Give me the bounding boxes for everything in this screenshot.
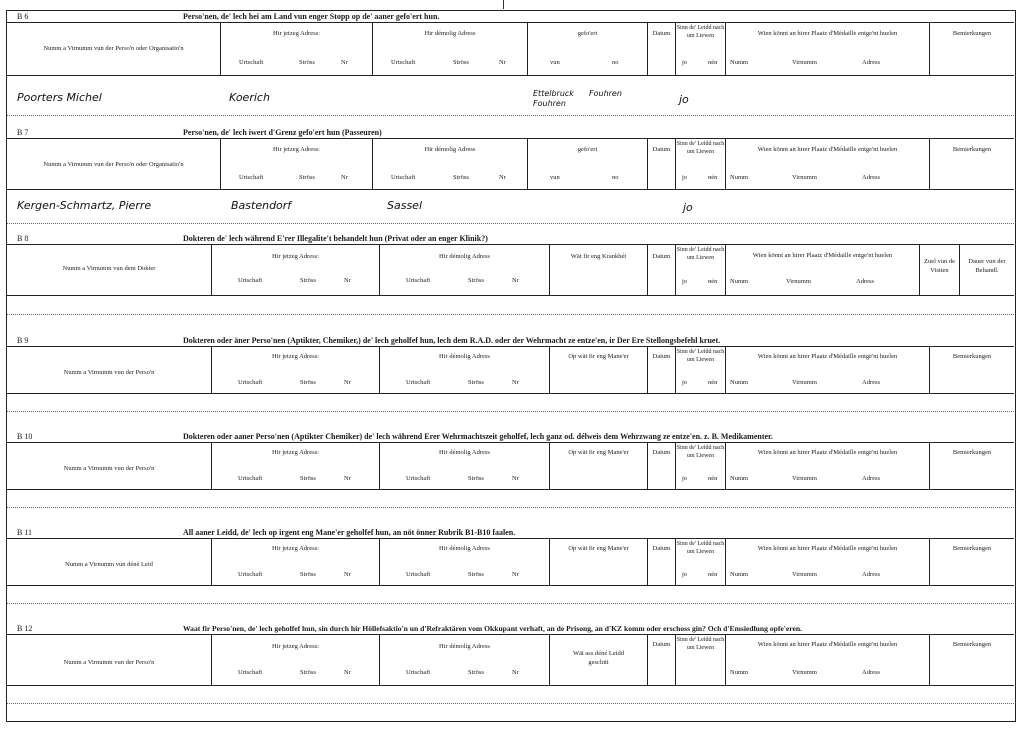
entry-line bbox=[7, 115, 1014, 116]
col-former-address: Hir démolig Adress Urtschaft Ströss Nr bbox=[373, 139, 528, 189]
section-b12 bbox=[7, 623, 1014, 721]
entry-danger-yes: jo bbox=[683, 201, 693, 214]
section-title: All aaner Leidd, de' lech op irgent eng Mane'er geholfef hun, an nöt önner Rubrik B1-B10 faalen. bbox=[183, 528, 516, 537]
header-row bbox=[7, 23, 1014, 76]
header-row bbox=[7, 443, 1014, 490]
section-code: B 6 bbox=[17, 12, 29, 21]
entry-to-town: Fouhren bbox=[533, 99, 566, 108]
section-code: B 7 bbox=[17, 128, 29, 137]
col-current-address: Hir jetzeg Adress: Urtschaft Ströss Nr bbox=[221, 139, 373, 189]
col-danger: Sinn de' Leidd nach um Liewen jo nén bbox=[676, 245, 726, 295]
col-current-address: Hir jetzeg Adress: Urtschaft Ströss Nr bbox=[212, 635, 380, 685]
section-code: B 11 bbox=[17, 528, 33, 537]
section-title-bar bbox=[7, 233, 1014, 245]
col-name: Numm a Virnumm vun der Perso'n bbox=[7, 347, 212, 393]
col-medal-recipient: Wien könnt an hirer Plaatz d'Médaille entge'nt huelen Numm Virnumm Adress bbox=[726, 23, 930, 75]
entry-line bbox=[7, 314, 1014, 315]
entry-name: Kergen-Schmartz, Pierre bbox=[17, 199, 152, 212]
col-former-address: Hir démolig Adress Urtschaft Ströss Nr bbox=[380, 635, 550, 685]
col-date: Datum bbox=[648, 443, 676, 489]
entry-from-town-2: Fouhren bbox=[589, 89, 622, 98]
col-danger: Sinn de' Leidd nach um Liewen jo nén bbox=[676, 539, 726, 585]
col-former-address: Hir démolig Adress Urtschaft Ströss Nr bbox=[373, 23, 528, 75]
col-remarks: Bemierkungen bbox=[952, 146, 992, 153]
col-former-address: Hir démolig Adress Urtschaft Ströss Nr bbox=[380, 347, 550, 393]
col-name: Numm a Virnumm vun déné Leid bbox=[7, 539, 212, 585]
col-remarks: Bemierkungen bbox=[952, 641, 992, 648]
col-name: Numm a Virnumm vun der Perso'n oder Organisatio'n bbox=[7, 139, 221, 189]
header-row bbox=[7, 635, 1014, 686]
col-current-address: Hir jetzeg Adress: Urtschaft Ströss Nr bbox=[212, 245, 380, 295]
section-b11 bbox=[7, 527, 1014, 623]
col-manner: Op wät fir eng Mane'er bbox=[550, 347, 648, 393]
col-medal-recipient: Wien könnt an hirer Plaatz d'Médaille entge'nt huelen Numm Virnumm Adress bbox=[726, 139, 930, 189]
entry-line bbox=[7, 411, 1014, 412]
entry-former-town: Sassel bbox=[387, 199, 423, 212]
col-medal-recipient: Wien könnt an hirer Plaatz d'Médaille entge'nt huelen Numm Virnumm Adress bbox=[726, 347, 930, 393]
section-title: Waat fir Perso'nen, de' lech geholfef hun, sin durch hir Höllefsaktio'n un d'Refraktären vom Okkupant verhaft, an de Prisong, an d'KZ komm oder erschoss gin? Och d'Emsiedlung opfe'eren. bbox=[183, 624, 802, 633]
section-code: B 10 bbox=[17, 432, 33, 441]
header-row bbox=[7, 139, 1014, 190]
section-b10 bbox=[7, 431, 1014, 527]
entry-danger-yes: jo bbox=[679, 93, 689, 106]
section-code: B 12 bbox=[17, 624, 33, 633]
col-danger: Sinn de' Leidd nach um Liewen jo nén bbox=[676, 443, 726, 489]
col-date: Datum bbox=[648, 635, 676, 685]
section-code: B 8 bbox=[17, 234, 29, 243]
col-former-address: Hir démolig Adress Urtschaft Ströss Nr bbox=[380, 245, 550, 295]
col-danger: Sinn de' Leidd nach um Liewen bbox=[676, 635, 726, 685]
entry-current-town: Bastendorf bbox=[231, 199, 292, 212]
section-title: Dokteren oder aaner Perso'nen (Aptikter Chemiker) de' lech während Erer Wehrmachtszeit geholfef, lech ganz od. délweis dem Wehrzwang ze entze'en. z. B. Medikamenter. bbox=[183, 432, 773, 441]
entry-line bbox=[7, 507, 1014, 508]
section-title-bar bbox=[7, 623, 1014, 635]
col-danger: Sinn de' Leidd nach um Liewen jo nén bbox=[676, 139, 726, 189]
col-treatment-duration: Dauer vun der Behandl. bbox=[968, 258, 1006, 274]
section-title: Dokteren oder äner Perso'nen (Aptikter, Chemiker,) de' lech geholfef hun, lech dem R.A.D. oder der Wehrmacht ze entze'en, ir Der Ere Stellongsbefehl kruet. bbox=[183, 336, 721, 345]
col-current-address: Hir jetzeg Adress: Urtschaft Ströss Nr bbox=[221, 23, 373, 75]
section-title: Perso'nen, de' lech iwert d'Grenz gefo'ert hun (Passeuren) bbox=[183, 128, 382, 137]
col-name: Numm a Virnumm vun dem Dokter bbox=[7, 245, 212, 295]
col-name: Numm a Virnumm vun der Perso'n bbox=[7, 443, 212, 489]
col-name: Numm a Virnumm vun der Perso'n bbox=[7, 635, 212, 685]
header-row bbox=[7, 539, 1014, 586]
header-row bbox=[7, 245, 1014, 296]
col-former-address: Hir démolig Adress Urtschaft Ströss Nr bbox=[380, 539, 550, 585]
entry-name: Poorters Michel bbox=[17, 91, 102, 104]
col-medal-recipient: Wien könnt an hirer Plaatz d'Médaille entge'nt huelen Numm Virnumm Adress bbox=[726, 443, 930, 489]
col-current-address: Hir jetzeg Adress: Urtschaft Ströss Nr bbox=[212, 347, 380, 393]
col-remarks: Bemierkungen bbox=[952, 449, 992, 456]
col-medal-recipient: Wien könnt an hirer Plaatz d'Médaille entge'nt huelen Numm Virnumm Adress bbox=[726, 245, 920, 295]
top-tick-mark bbox=[503, 0, 504, 9]
col-transported: gefo'ert vun no bbox=[528, 23, 648, 75]
col-danger: Sinn de' Leidd nach um Liewen jo nén bbox=[676, 23, 726, 75]
col-date: Datum bbox=[648, 245, 676, 295]
section-b7 bbox=[7, 127, 1014, 231]
col-remarks: Bemierkungen bbox=[952, 30, 992, 37]
entry-line bbox=[7, 603, 1014, 604]
col-name: Numm a Virnumm vun der Perso'n oder Organisatio'n bbox=[7, 23, 221, 75]
section-title-bar bbox=[7, 527, 1014, 539]
col-remarks: Bemierkungen bbox=[952, 353, 992, 360]
col-current-address: Hir jetzeg Adress: Urtschaft Ströss Nr bbox=[212, 539, 380, 585]
col-former-address: Hir démolig Adress Urtschaft Ströss Nr bbox=[380, 443, 550, 489]
col-medal-recipient: Wien könnt an hirer Plaatz d'Médaille entge'nt huelen Numm Virnumm Adress bbox=[726, 539, 930, 585]
col-current-address: Hir jetzeg Adress: Urtschaft Ströss Nr bbox=[212, 443, 380, 489]
section-b9 bbox=[7, 335, 1014, 431]
col-date: Datum bbox=[648, 139, 676, 189]
col-remarks: Bemierkungen bbox=[952, 545, 992, 552]
entry-current-town: Koerich bbox=[229, 91, 270, 104]
col-manner: Op wät fir eng Mane'er bbox=[550, 539, 648, 585]
entry-line bbox=[7, 703, 1014, 704]
col-what-happened: Wät ass déné Leidd geschitt bbox=[550, 635, 648, 685]
section-title-bar bbox=[7, 335, 1014, 347]
col-visits: Zuel vun de Visiten bbox=[920, 245, 960, 295]
section-title-bar bbox=[7, 431, 1014, 443]
col-illness: Wät fir eng Krankhét bbox=[550, 245, 648, 295]
section-code: B 9 bbox=[17, 336, 29, 345]
col-transported: gefo'ert vun no bbox=[528, 139, 648, 189]
section-title-bar bbox=[7, 127, 1014, 139]
entry-line bbox=[7, 223, 1014, 224]
section-title-bar bbox=[7, 11, 1014, 23]
section-title: Dokteren de' lech während E'rer Illegalite't behandelt hun (Privat oder an enger Klinik?) bbox=[183, 234, 488, 243]
section-b8 bbox=[7, 233, 1014, 333]
section-title: Perso'nen, de' lech hei am Land vun enger Stopp op de' aaner gefo'ert hun. bbox=[183, 12, 440, 21]
col-manner: Op wät fir eng Mane'er bbox=[550, 443, 648, 489]
section-b6 bbox=[7, 11, 1014, 124]
entry-from-town: Ettelbruck bbox=[533, 89, 574, 98]
form-sheet bbox=[6, 10, 1016, 722]
col-medal-recipient: Wien könnt an hirer Plaatz d'Médaille entge'nt huelen Numm Virnumm Adress bbox=[726, 635, 930, 685]
col-date: Datum bbox=[648, 347, 676, 393]
header-row bbox=[7, 347, 1014, 394]
col-date: Datum bbox=[648, 539, 676, 585]
col-date: Datum bbox=[648, 23, 676, 75]
col-danger: Sinn de' Leidd nach um Liewen jo nén bbox=[676, 347, 726, 393]
